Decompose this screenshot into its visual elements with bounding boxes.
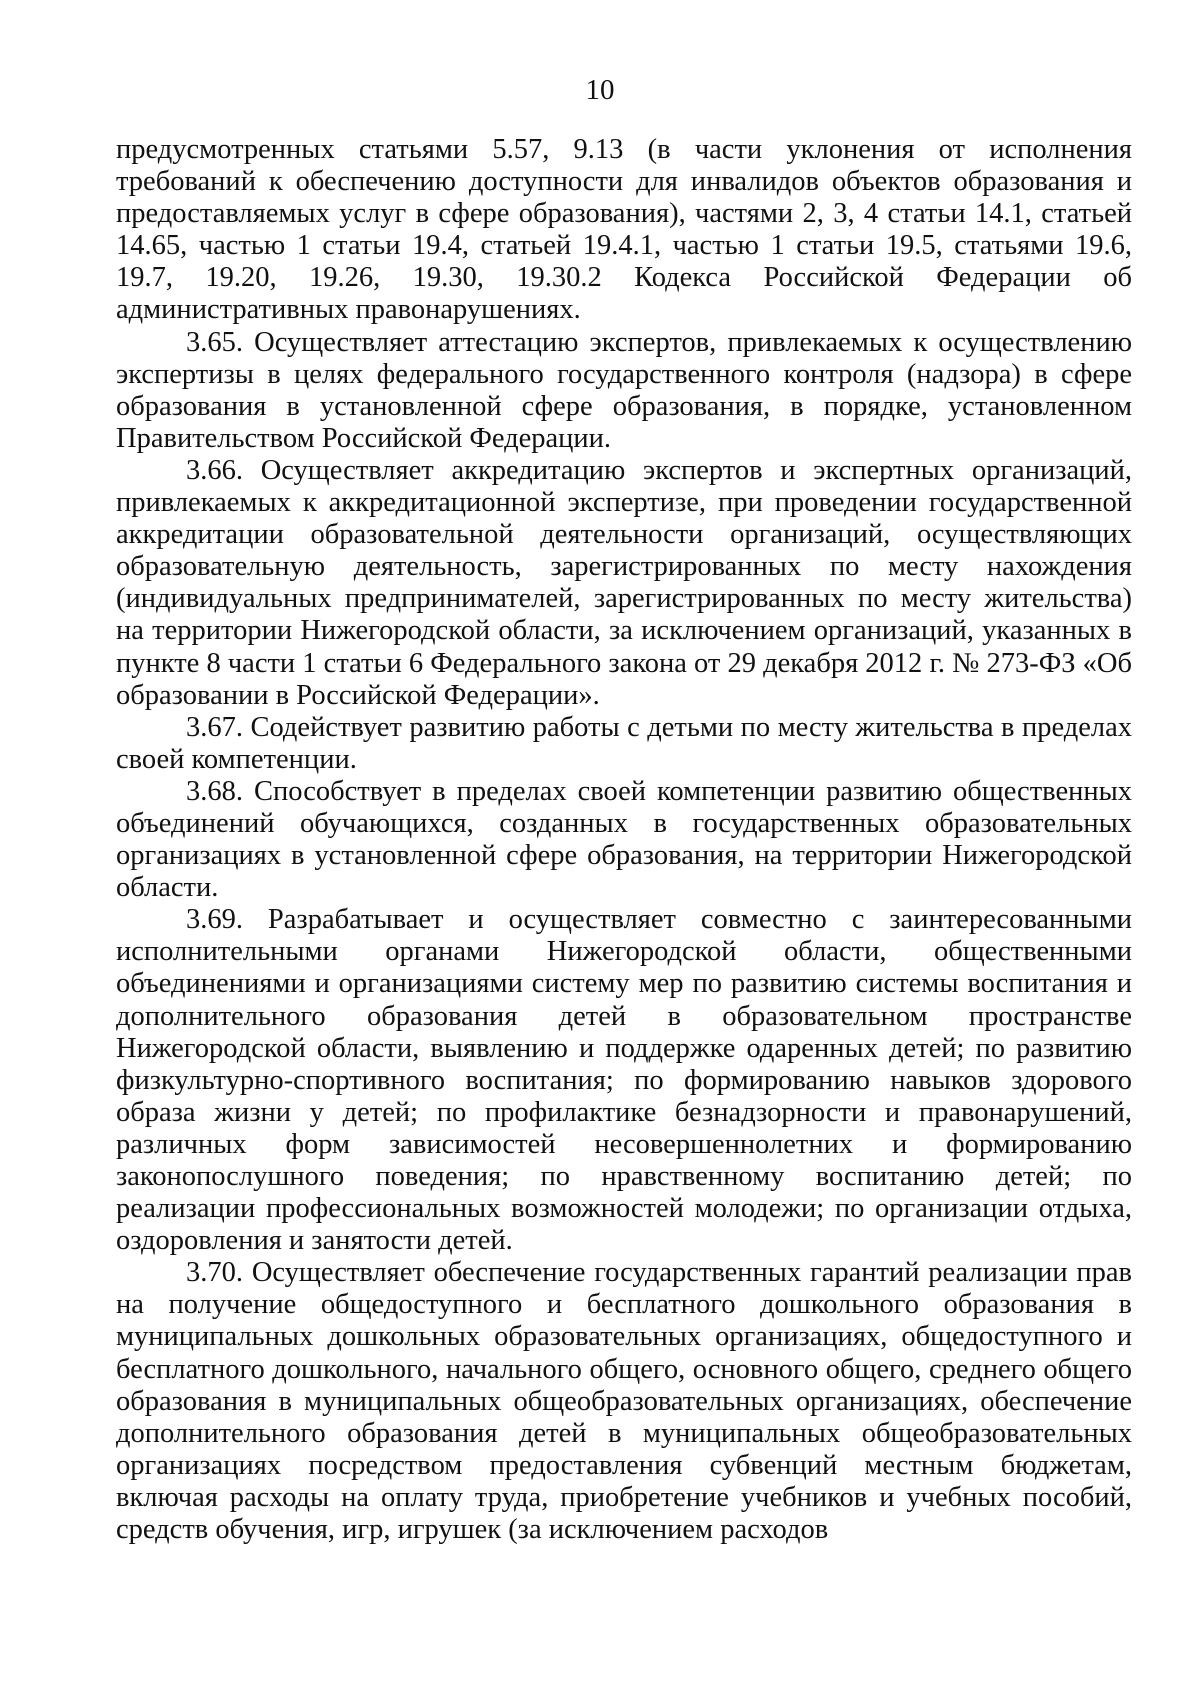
paragraph-3-67: 3.67. Содействует развитию работы с детьми по месту жительства в пределах своей компетенции.	[116, 711, 1132, 775]
paragraph-3-70: 3.70. Осуществляет обеспечение государственных гарантий реализации прав на получение общедоступного и бесплатного дошкольного образования в муниципальных дошкольных образовательных организациях, общедоступного и бесплатного дошкольного, начального общего, основного общего, среднего общего образования в муниципальных общеобразовательных организациях, обеспечение дополнительного образования детей в муниципальных общеобразовательных организациях посредством предоставления субвенций местным бюджетам, включая расходы на оплату труда, приобретение учебников и учебных пособий, средств обучения, игр, игрушек (за исключением расходов	[116, 1257, 1132, 1546]
paragraph-continuation: предусмотренных статьями 5.57, 9.13 (в части уклонения от исполнения требований к обеспечению доступности для инвалидов объектов образования и предоставляемых услуг в сфере образования), частями 2, 3, 4 статьи 14.1, статьей 14.65, частью 1 статьи 19.4, статьей 19.4.1, частью 1 статьи 19.5, статьями 19.6, 19.7, 19.20, 19.26, 19.30, 19.30.2 Кодекса Российской Федерации об административных правонарушениях.	[116, 134, 1132, 326]
paragraph-3-69: 3.69. Разрабатывает и осуществляет совместно с заинтересованными исполнительными органами Нижегородской области, общественными объединениями и организациями систему мер по развитию системы воспитания и дополнительного образования детей в образовательном пространстве Нижегородской области, выявлению и поддержке одаренных детей; по развитию физкультурно-спортивного воспитания; по формированию навыков здорового образа жизни у детей; по профилактике безнадзорности и правонарушений, различных форм зависимостей несовершеннолетних и формированию законопослушного поведения; по нравственному воспитанию детей; по реализации профессиональных возможностей молодежи; по организации отдыха, оздоровления и занятости детей.	[116, 904, 1132, 1257]
document-body	[116, 134, 1132, 1546]
paragraph-3-65: 3.65. Осуществляет аттестацию экспертов, привлекаемых к осуществлению экспертизы в целях федерального государственного контроля (надзора) в сфере образования в установленной сфере образования, в порядке, установленном Правительством Российской Федерации.	[116, 326, 1132, 454]
page-number: 10	[585, 74, 615, 106]
paragraph-3-68: 3.68. Способствует в пределах своей компетенции развитию общественных объединений обучающихся, созданных в государственных образовательных организациях в установленной сфере образования, на территории Нижегородской области.	[116, 775, 1132, 904]
paragraph-3-66: 3.66. Осуществляет аккредитацию экспертов и экспертных организаций, привлекаемых к аккредитационной экспертизе, при проведении государственной аккредитации образовательной деятельности организаций, осуществляющих образовательную деятельность, зарегистрированных по месту нахождения (индивидуальных предпринимателей, зарегистрированных по месту жительства) на территории Нижегородской области, за исключением организаций, указанных в пункте 8 части 1 статьи 6 Федерального закона от 29 декабря 2012 г. № 273-ФЗ «Об образовании в Российской Федерации».	[116, 454, 1132, 711]
